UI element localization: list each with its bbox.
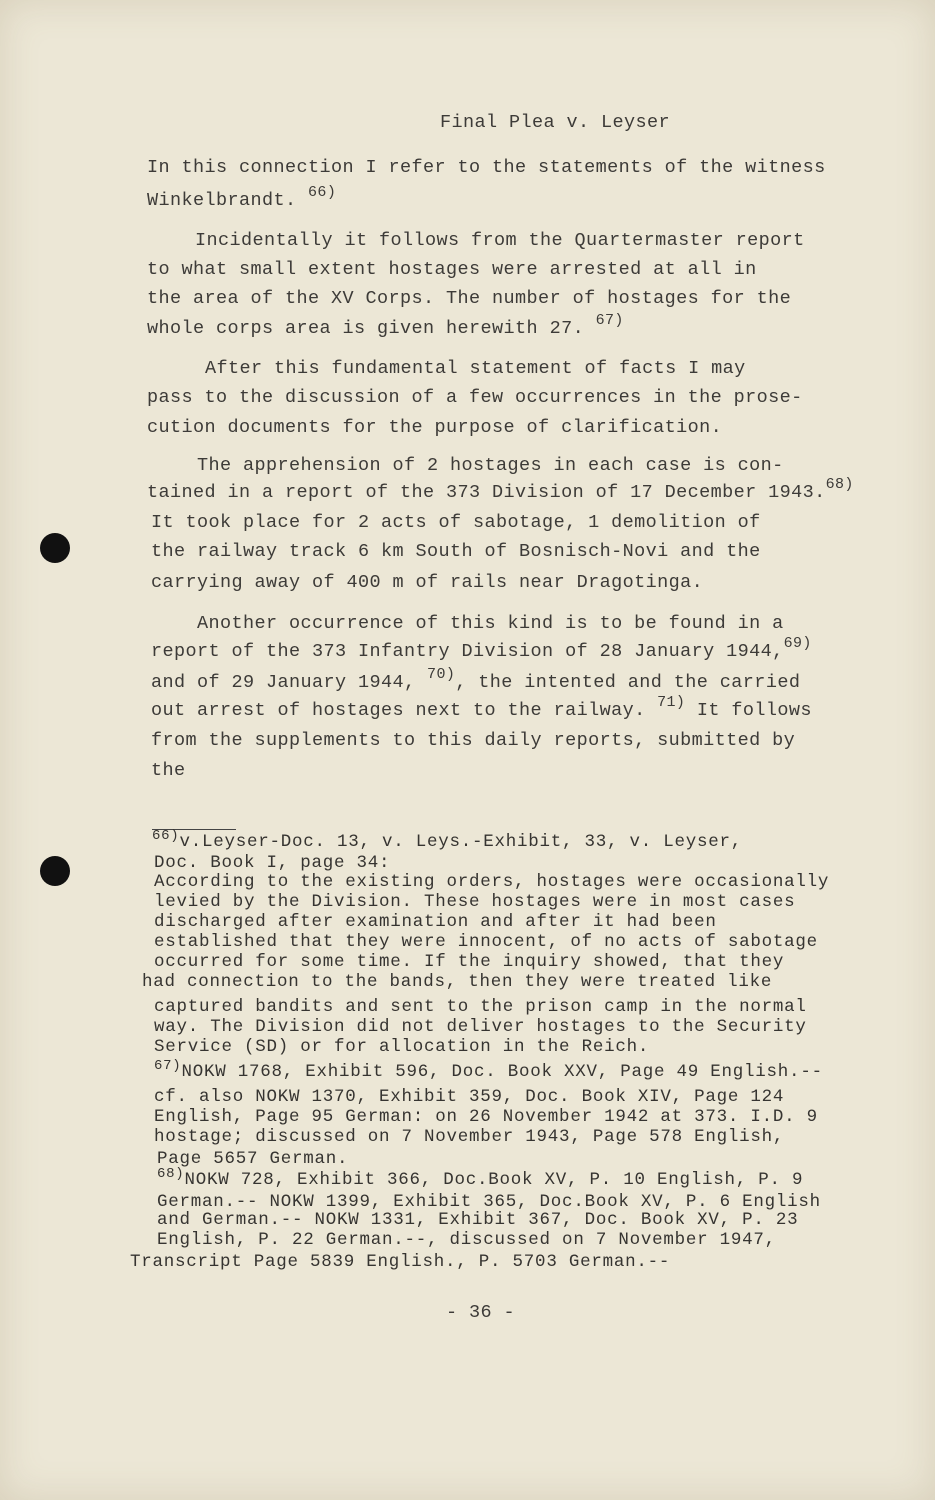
- line-text: Page 5657 German.: [157, 1149, 349, 1169]
- body-line: [147, 288, 791, 309]
- body-line: [147, 259, 757, 280]
- body-line: [151, 572, 703, 593]
- page-header-title: Final Plea v. Leyser: [440, 112, 671, 133]
- line-text: way. The Division did not deliver hostages to the Security: [154, 1017, 807, 1037]
- page-number: - 36 -: [446, 1302, 516, 1323]
- line-text: , the intented and the carried: [455, 672, 801, 693]
- line-text: After this fundamental statement of facts I may: [205, 358, 746, 379]
- line-text: It follows: [685, 700, 812, 721]
- footnote-line: [154, 997, 807, 1017]
- footnote-line: [154, 1037, 649, 1057]
- footnote-line: [154, 912, 717, 932]
- footnote-reference: 66): [308, 184, 337, 201]
- line-text: and of 29 January 1944,: [151, 672, 428, 693]
- punch-hole-icon: [40, 533, 70, 563]
- footnote-line: [157, 1210, 798, 1230]
- body-line: [151, 666, 801, 693]
- line-text: and German.-- NOKW 1331, Exhibit 367, Doc. Book XV, P. 23: [157, 1210, 799, 1230]
- footnote-marker: 66): [152, 828, 180, 844]
- body-line: [147, 312, 624, 339]
- line-text: hostage; discussed on 7 November 1943, Page 578 English,: [154, 1127, 785, 1147]
- punch-hole-icon: [40, 856, 70, 886]
- body-line: [197, 455, 784, 476]
- body-line: [147, 417, 722, 438]
- line-text: English, P. 22 German.--, discussed on 7 November 1947,: [157, 1230, 776, 1250]
- line-text: pass to the discussion of a few occurrences in the prose-: [147, 387, 803, 408]
- body-line: [147, 157, 826, 178]
- line-text: It took place for 2 acts of sabotage, 1 demolition of: [151, 512, 761, 533]
- body-line: [195, 230, 805, 251]
- line-text: Doc. Book I, page 34:: [154, 853, 391, 873]
- footnote-line: [157, 1192, 821, 1212]
- line-text: to what small extent hostages were arrested at all in: [147, 259, 757, 280]
- line-text: report of the 373 Infantry Division of 28 January 1944,: [151, 641, 784, 662]
- body-line: [151, 694, 812, 721]
- line-text: captured bandits and sent to the prison camp in the normal: [154, 997, 807, 1017]
- footnote-line: [130, 1252, 670, 1272]
- line-text: from the supplements to this daily reports, submitted by: [151, 730, 796, 751]
- line-text: NOKW 728, Exhibit 366, Doc.Book XV, P. 10 English, P. 9: [184, 1170, 804, 1190]
- footnote-line: [157, 1230, 776, 1250]
- line-text: According to the existing orders, hostages were occasionally: [154, 872, 830, 892]
- line-text: established that they were innocent, of no acts of sabotage: [154, 932, 818, 952]
- body-line: [197, 613, 784, 634]
- line-text: Service (SD) or for allocation in the Reich.: [154, 1037, 650, 1057]
- footnote-line: [154, 1058, 823, 1082]
- line-text: had connection to the bands, then they were treated like: [142, 972, 773, 992]
- line-text: English, Page 95 German: on 26 November 1942 at 373. I.D. 9: [154, 1107, 818, 1127]
- footnote-line: [154, 872, 829, 892]
- line-text: levied by the Division. These hostages were in most cases: [154, 892, 796, 912]
- body-line: [147, 476, 854, 503]
- line-text: The apprehension of 2 hostages in each case is con-: [197, 455, 784, 476]
- footnote-reference: 68): [825, 476, 854, 493]
- line-text: German.-- NOKW 1399, Exhibit 365, Doc.Book XV, P. 6 English: [157, 1192, 821, 1212]
- footnote-line: [154, 1087, 784, 1107]
- line-text: carrying away of 400 m of rails near Dragotinga.: [151, 572, 704, 593]
- line-text: In this connection I refer to the statements of the witness: [147, 157, 826, 178]
- line-text: Another occurrence of this kind is to be found in a: [197, 613, 784, 634]
- line-text: the: [151, 760, 186, 781]
- footnote-reference: 70): [427, 666, 456, 683]
- line-text: whole corps area is given herewith 27.: [147, 318, 596, 339]
- footnote-reference: 71): [657, 694, 686, 711]
- line-text: cf. also NOKW 1370, Exhibit 359, Doc. Book XIV, Page 124: [154, 1087, 785, 1107]
- line-text: discharged after examination and after it had been: [154, 912, 717, 932]
- footnote-line: [154, 1017, 807, 1037]
- footnote-marker: 68): [157, 1166, 185, 1182]
- line-text: NOKW 1768, Exhibit 596, Doc. Book XXV, Page 49 English.--: [181, 1062, 823, 1082]
- line-text: v.Leyser-Doc. 13, v. Leys.-Exhibit, 33, v. Leyser,: [179, 832, 743, 852]
- footnote-reference: 69): [783, 635, 812, 652]
- line-text: the area of the XV Corps. The number of hostages for the: [147, 288, 792, 309]
- footnote-line: [157, 1166, 804, 1190]
- footnote-line: [157, 1149, 348, 1169]
- footnote-line: [154, 853, 390, 873]
- line-text: out arrest of hostages next to the railway.: [151, 700, 658, 721]
- footnote-line: [154, 932, 818, 952]
- body-line: [147, 387, 803, 408]
- body-line: [151, 730, 795, 751]
- line-text: the railway track 6 km South of Bosnisch-Novi and the: [151, 541, 761, 562]
- body-line: [151, 760, 186, 781]
- line-text: cution documents for the purpose of clarification.: [147, 417, 723, 438]
- body-line: [151, 512, 761, 533]
- footnote-line: [154, 1127, 784, 1147]
- line-text: tained in a report of the 373 Division of 17 December 1943.: [147, 482, 826, 503]
- line-text: Incidentally it follows from the Quartermaster report: [195, 230, 805, 251]
- body-line: [151, 635, 812, 662]
- footnote-line: [152, 828, 743, 852]
- footnote-reference: 67): [595, 312, 624, 329]
- body-line: [205, 358, 746, 379]
- footnote-line: [154, 1107, 818, 1127]
- body-line: [151, 541, 761, 562]
- footnote-line: [142, 972, 772, 992]
- footnote-line: [154, 952, 784, 972]
- line-text: Transcript Page 5839 English., P. 5703 German.--: [130, 1252, 671, 1272]
- footnote-line: [154, 892, 795, 912]
- footnote-marker: 67): [154, 1058, 182, 1074]
- line-text: occurred for some time. If the inquiry showed, that they: [154, 952, 785, 972]
- body-line: [147, 184, 337, 211]
- line-text: Winkelbrandt.: [147, 190, 309, 211]
